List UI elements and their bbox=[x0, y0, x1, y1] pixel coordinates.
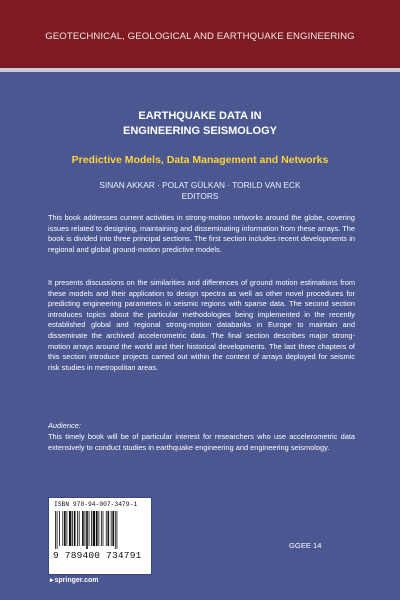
barcode-bar bbox=[64, 511, 66, 546]
series-code: GGEE 14 bbox=[289, 541, 322, 550]
isbn-number: ISBN 978-94-007-3479-1 bbox=[54, 501, 138, 508]
barcode-bar bbox=[72, 511, 73, 546]
barcode-bar bbox=[106, 511, 107, 546]
barcode-bar bbox=[115, 511, 116, 549]
barcode-bar bbox=[85, 511, 86, 546]
isbn-barcode bbox=[48, 497, 152, 575]
series-band bbox=[0, 0, 400, 68]
barcode-bar bbox=[86, 511, 88, 549]
editors-label: EDITORS bbox=[181, 191, 219, 201]
barcode-bar bbox=[79, 511, 80, 546]
publisher-url[interactable] bbox=[50, 576, 98, 584]
barcode-bar bbox=[66, 511, 67, 546]
barcode-bar bbox=[96, 511, 98, 546]
description-paragraph-2: It presents discussions on the similarities and differences of ground motion estimations from these models and their application to design spectra as well as other novel procedures for predicting engineering parameters in seismic regions with sparse data. The second section introduces topics about the particular methodologies being implemented in the recently established global and regional strong-motion databanks in Europe to maintain and disseminate the archived accelerometric data. The final section describes major strong-motion arrays around the world and their historical developments. The last three chapters of this section introduce projects carried out within the context of arrays deployed for seismic risk studies in metropolitan areas. bbox=[48, 278, 355, 372]
barcode-bar bbox=[117, 511, 118, 549]
barcode-bars bbox=[54, 511, 146, 549]
barcode-bar bbox=[112, 511, 114, 546]
editor-names: SINAN AKKAR · POLAT GÜLKAN · TORILD VAN ECK bbox=[99, 180, 301, 190]
book-title bbox=[20, 109, 380, 139]
barcode-bar bbox=[103, 511, 104, 546]
barcode-bar bbox=[89, 511, 90, 546]
book-title-line-1: EARTHQUAKE DATA IN bbox=[138, 110, 262, 122]
barcode-bar bbox=[74, 511, 76, 546]
editors-block bbox=[20, 180, 380, 202]
barcode-bar bbox=[59, 511, 60, 546]
audience-label: Audience: bbox=[48, 421, 81, 430]
barcode-bar bbox=[57, 511, 58, 549]
barcode-bar bbox=[101, 511, 102, 546]
audience-paragraph: This timely book will be of particular interest for researchers who use accelerometric data extensively to conduct studies in earthquake engineering and engineering seismology. bbox=[48, 432, 355, 452]
barcode-bar bbox=[111, 511, 112, 546]
barcode-bar bbox=[107, 511, 109, 546]
book-title-line-2: ENGINEERING SEISMOLOGY bbox=[122, 125, 278, 137]
description-paragraph-1: This book addresses current activities in strong-motion networks around the globe, covering issues related to designing, maintaining and disseminating information from these arrays. The book is divided into three principal sections. The first section includes recent developments in regional and global ground-motion predictive models. bbox=[48, 213, 355, 254]
barcode-bar bbox=[82, 511, 84, 546]
barcode-digits: 9 789400 734791 bbox=[53, 550, 142, 561]
arrow-right-icon: ▸ bbox=[50, 577, 54, 584]
barcode-bar bbox=[77, 511, 78, 546]
barcode-bar bbox=[91, 511, 92, 546]
barcode-bar bbox=[62, 511, 63, 546]
book-subtitle: Predictive Models, Data Management and Networks bbox=[71, 154, 329, 166]
band-divider bbox=[0, 68, 400, 72]
barcode-bar bbox=[69, 511, 71, 546]
series-title: GEOTECHNICAL, GEOLOGICAL AND EARTHQUAKE ENGINEERING bbox=[45, 31, 355, 42]
barcode-bar bbox=[93, 511, 95, 546]
barcode-bar bbox=[55, 511, 56, 549]
publisher-url-text: springer.com bbox=[54, 577, 99, 584]
barcode-bar bbox=[98, 511, 99, 546]
